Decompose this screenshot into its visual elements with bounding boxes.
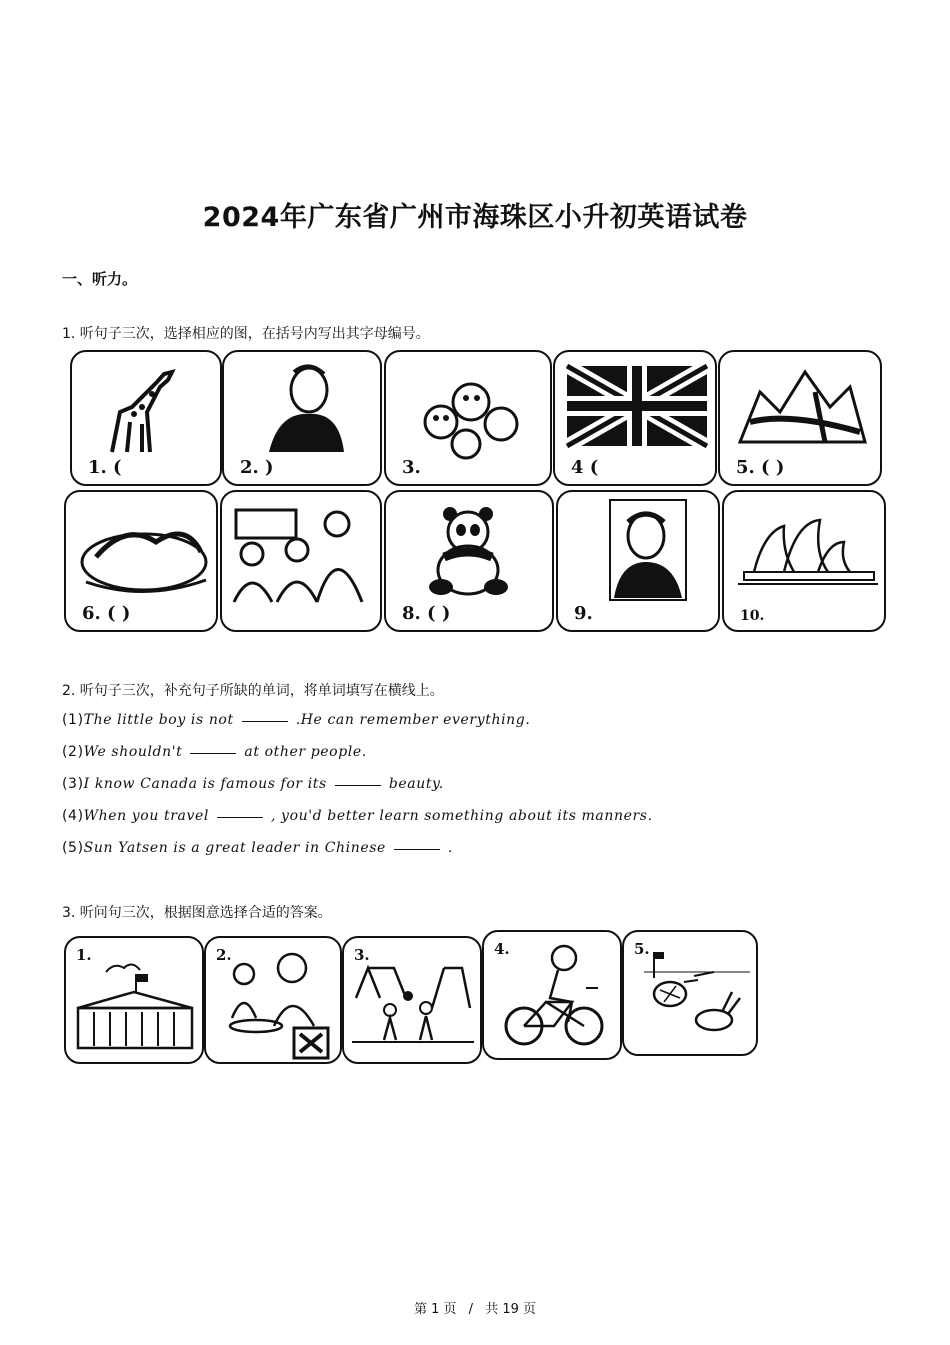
- question-2-prompt: 2. 听句子三次，补充句子所缺的单词，将单词填写在横线上。: [62, 683, 444, 699]
- answer-blank[interactable]: [190, 753, 236, 754]
- q1-card-label: 6. ( ): [82, 603, 131, 624]
- q1-card-label: 1. (: [88, 457, 122, 478]
- q1-card-3: [384, 350, 552, 486]
- page-number: 第 1 页: [413, 1302, 457, 1317]
- q3-card-label: 4.: [494, 940, 510, 958]
- q3-card-label: 1.: [76, 946, 92, 964]
- question-2-line-3: [62, 776, 444, 792]
- section-heading: 一、听力。: [62, 270, 138, 288]
- line-text-after: at other people.: [244, 744, 367, 760]
- q1-card-label: 4 (: [571, 457, 599, 478]
- q3-card-2: [204, 936, 342, 1064]
- line-text-before: When you travel: [83, 808, 209, 824]
- q3-card-1: [64, 936, 204, 1064]
- q1-card-1: [70, 350, 222, 486]
- line-text-after: .He can remember everything.: [295, 712, 531, 728]
- q1-card-9: [556, 490, 720, 632]
- line-number: (5): [62, 840, 84, 856]
- answer-blank[interactable]: [242, 721, 288, 722]
- q1-card-8: [384, 490, 554, 632]
- answer-blank[interactable]: [394, 849, 440, 850]
- q1-card-label: 9.: [574, 603, 593, 624]
- answer-blank[interactable]: [217, 817, 263, 818]
- line-text-before: I know Canada is famous for its: [83, 776, 327, 792]
- q3-card-5: [622, 930, 758, 1056]
- page-footer: [0, 1298, 950, 1317]
- q3-card-label: 5.: [634, 940, 650, 958]
- line-text-after: beauty.: [388, 776, 444, 792]
- q3-card-label: 3.: [354, 946, 370, 964]
- line-number: (4): [62, 808, 84, 824]
- question-2-line-2: [62, 744, 367, 760]
- page-title: 2024年广东省广州市海珠区小升初英语试卷: [202, 202, 748, 233]
- q1-card-4: [553, 350, 717, 486]
- question-3-prompt: 3. 听问句三次，根据图意选择合适的答案。: [62, 905, 332, 921]
- line-number: (3): [62, 776, 84, 792]
- q3-card-label: 2.: [216, 946, 232, 964]
- q1-card-7: [220, 490, 382, 632]
- question-2-line-1: [62, 712, 530, 728]
- line-text-after: , you'd better learn something about its manners.: [270, 808, 653, 824]
- line-text-before: The little boy is not: [83, 712, 234, 728]
- q1-card-label: 10.: [740, 608, 765, 624]
- line-number: (1): [62, 712, 84, 728]
- q1-card-label: 2. ): [240, 457, 274, 478]
- q3-card-3: [342, 936, 482, 1064]
- line-text-before: Sun Yatsen is a great leader in Chinese: [83, 840, 386, 856]
- line-text-after: .: [447, 840, 453, 856]
- q1-card-label: 3.: [402, 457, 421, 478]
- answer-blank[interactable]: [335, 785, 381, 786]
- q1-card-label: 8. ( ): [402, 603, 451, 624]
- q1-card-2: [222, 350, 382, 486]
- line-number: (2): [62, 744, 84, 760]
- q1-card-5: [718, 350, 882, 486]
- q1-card-10: [722, 490, 886, 632]
- question-2-line-5: [62, 840, 453, 856]
- question-2-line-4: [62, 808, 653, 824]
- question-1-prompt: 1. 听句子三次，选择相应的图，在括号内写出其字母编号。: [62, 326, 430, 342]
- page-total: 共 19 页: [485, 1302, 537, 1317]
- line-text-before: We shouldn't: [83, 744, 183, 760]
- q1-card-label: 5. ( ): [736, 457, 785, 478]
- classroom-people-icon: [222, 492, 382, 632]
- q1-card-6: [64, 490, 218, 632]
- q3-card-4: [482, 930, 622, 1060]
- page-separator: /: [468, 1302, 474, 1317]
